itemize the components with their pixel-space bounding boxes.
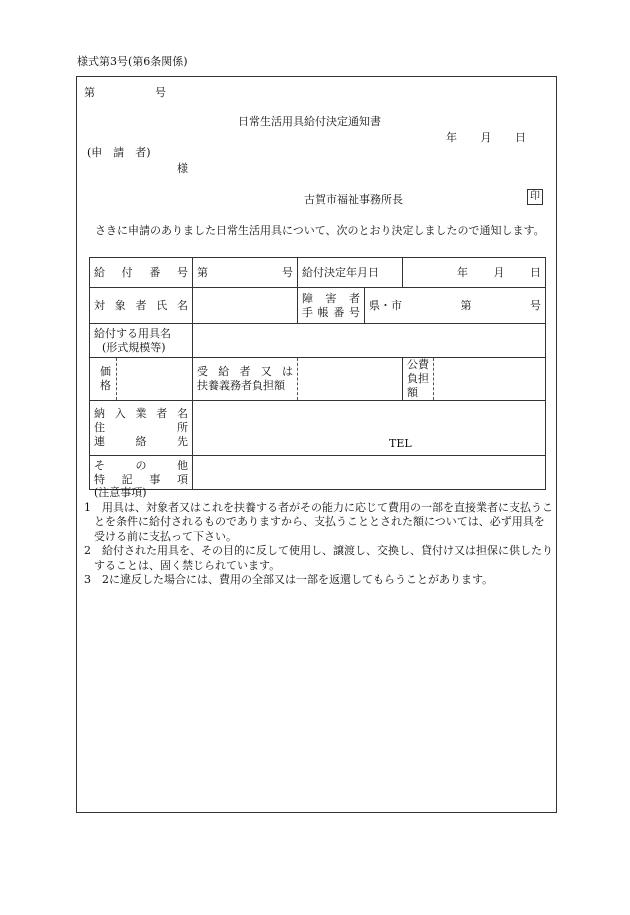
cell-public-burden-label: 公 費 負担額	[403, 358, 434, 401]
cell-price	[117, 358, 193, 401]
notes-section	[84, 486, 554, 588]
cell-card-number-label: 障 害 者 手 帳 番 号	[298, 288, 365, 324]
cell-self-burden	[298, 358, 403, 401]
cell-decision-date-label: 給付決定年月日	[298, 258, 403, 288]
body-text: さきに申請のありました日常生活用具について、次のとおり決定しましたので通知します。	[95, 224, 545, 237]
cell-price-label: 価 格	[90, 358, 117, 401]
note-item-3: 3 2に違反した場合には、費用の全部又は一部を返還してもらうことがあります。	[84, 573, 494, 586]
cell-remarks-label: そ の 他 特 記 事 項	[90, 456, 193, 490]
sama-label: 様	[177, 162, 188, 175]
row-vendor	[90, 401, 546, 456]
row-recipient	[90, 288, 546, 324]
cell-recipient-label: 対 象 者 氏 名	[90, 288, 193, 324]
doc-number-dai: 第	[84, 86, 95, 99]
cell-card-number: 県・市 第 号	[365, 288, 546, 324]
document-title: 日常生活用具給付決定通知書	[238, 115, 381, 128]
cell-equipment-name	[193, 324, 546, 358]
row-amounts	[90, 358, 546, 401]
cell-grant-number-label: 給 付 番 号	[90, 258, 193, 288]
note-item-1: 1 用具は、対象者又はこれを扶養する者がその能力に応じて費用の一部を直接業者に支払うことを条件に給付されるものでありますから、支払うこととされた額については、必ず用具を受ける前に支払って下さい。	[84, 500, 553, 543]
cell-decision-date: 年 月 日	[403, 258, 546, 288]
doc-number-gou: 号	[155, 86, 166, 99]
decision-table	[89, 257, 546, 490]
cell-grant-number: 第 号	[193, 258, 298, 288]
cell-public-burden	[434, 358, 546, 401]
row-equipment	[90, 324, 546, 358]
cell-vendor-label: 納 入 業 者 名 住 所 連 絡 先	[90, 401, 193, 456]
notes-heading: (注意事項)	[94, 486, 147, 499]
cell-vendor-info: TEL	[193, 401, 546, 456]
cell-remarks	[193, 456, 546, 490]
applicant-label: (申 請 者)	[87, 146, 151, 159]
cell-self-burden-label: 受 給 者 又 は 扶養義務者負担額	[193, 358, 298, 401]
issue-date: 年 月 日	[446, 131, 526, 144]
issuer-name: 古賀市福祉事務所長	[304, 193, 403, 206]
row-remarks	[90, 456, 546, 490]
cell-equipment-label: 給付する用具名 (形式規模等)	[90, 324, 193, 358]
cell-recipient-name	[193, 288, 298, 324]
note-item-2: 2 給付された用具を、その目的に反して使用し、譲渡し、交換し、貸付け又は担保に供したりすることは、固く禁じられています。	[84, 544, 553, 572]
form-label: 様式第3号(第6条関係)	[77, 55, 188, 68]
row-grant-number	[90, 258, 546, 288]
seal-mark: 印	[527, 189, 543, 205]
